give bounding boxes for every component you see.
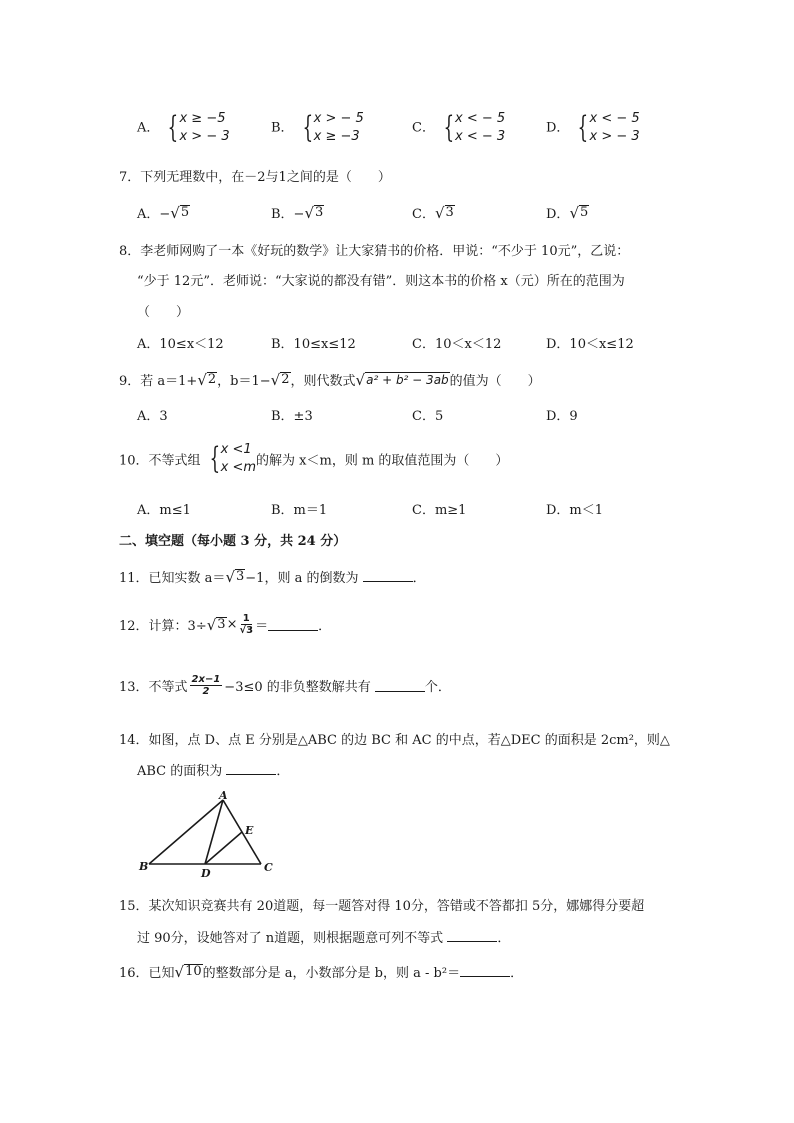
q11: 11．已知实数 a＝ √ 3 −1，则 a 的倒数为 ． bbox=[119, 568, 426, 586]
q6-option-b: B． { x > − 5 x ≥ −3 bbox=[271, 110, 364, 145]
triangle-figure bbox=[135, 790, 285, 880]
edge-ad bbox=[205, 800, 223, 864]
q16: 16．已知 √ 10 的整数部分是 a，小数部分是 b，则 a - b²＝ ． bbox=[119, 963, 524, 981]
q10-option-c: C．m≥1 bbox=[412, 503, 467, 518]
q7-option-a: A．− √ 5 bbox=[137, 204, 190, 222]
q8-line1: 8．李老师网购了一本《好玩的数学》让大家猜书的价格．甲说：“不少于 10元”，乙说： bbox=[119, 244, 630, 259]
section-heading: 二、填空题（每小题 3 分，共 24 分） bbox=[119, 534, 347, 549]
answer-blank bbox=[460, 964, 510, 977]
q7-option-d: D． √ 5 bbox=[546, 204, 589, 222]
q15-line1: 15．某次知识竞赛共有 20道题，每一题答对得 10分，答错或不答都扣 5分，娜娜得分要超 bbox=[119, 899, 645, 914]
edge-de bbox=[205, 832, 242, 864]
label-c: C bbox=[264, 861, 273, 874]
edge-ab bbox=[149, 800, 223, 864]
answer-blank bbox=[375, 679, 425, 692]
q9-option-a: A．3 bbox=[137, 409, 168, 424]
q10-option-b: B．m＝1 bbox=[271, 503, 328, 518]
q8-option-c: C．10＜x＜12 bbox=[412, 337, 502, 352]
q9-stem: 9．若 a＝1+ √ 2 ，b＝1− √ 2 ，则代数式 √ a² + b² − 3ab 的值为（ ） bbox=[119, 371, 541, 389]
q8-line2: “少于 12元”．老师说：“大家说的都没有错”．则这本书的价格 x（元）所在的范围为 bbox=[137, 274, 625, 289]
answer-blank bbox=[363, 569, 413, 582]
q6-option-a: A． { x ≥ −5 x > − 3 bbox=[137, 110, 230, 145]
answer-blank bbox=[447, 929, 497, 942]
q14-line1: 14．如图，点 D、点 E 分别是△ABC 的边 BC 和 AC 的中点，若△DEC 的面积是 2cm²，则△ bbox=[119, 733, 670, 748]
q15-line2: 过 90分，设她答对了 n道题，则根据题意可列不等式 ． bbox=[137, 931, 511, 946]
q10-stem: 10．不等式组 { x <1 x <m 的解为 x＜m，则 m 的取值范围为（ ） bbox=[119, 441, 509, 476]
q9-option-d: D．9 bbox=[546, 409, 578, 424]
answer-blank bbox=[226, 762, 276, 775]
label-b: B bbox=[139, 860, 149, 873]
q12: 12．计算：3÷ √ 3 × $\frac{1}{√3}$ ＝ ． bbox=[119, 613, 332, 636]
q10-option-a: A．m≤1 bbox=[137, 503, 191, 518]
label-d: D bbox=[201, 867, 211, 880]
option-letter: A． bbox=[137, 120, 160, 136]
q6-option-d: D． { x < − 5 x > − 3 bbox=[546, 110, 640, 145]
label-a: A bbox=[219, 790, 228, 802]
q8-option-d: D．10＜x≤12 bbox=[546, 337, 634, 352]
q10-option-d: D．m＜1 bbox=[546, 503, 604, 518]
q14-line2: ABC 的面积为 ． bbox=[137, 764, 290, 779]
q6-option-c: C． { x < − 5 x < − 3 bbox=[412, 110, 506, 145]
q7-option-c: C． √ 3 bbox=[412, 204, 454, 222]
q7-stem: 7．下列无理数中，在－2与1之间的是（ ） bbox=[119, 170, 391, 185]
answer-blank bbox=[268, 618, 318, 631]
q9-option-c: C．5 bbox=[412, 409, 444, 424]
label-e: E bbox=[245, 824, 254, 837]
q8-option-b: B．10≤x≤12 bbox=[271, 337, 356, 352]
q8-option-a: A．10≤x＜12 bbox=[137, 337, 224, 352]
q9-option-b: B．±3 bbox=[271, 409, 313, 424]
q8-line3: （ ） bbox=[137, 305, 190, 320]
q7-option-b: B．− √ 3 bbox=[271, 204, 324, 222]
q13: 13．不等式 $\frac{2x-1}{2}$ −3≤0 的非负整数解共有 个． bbox=[119, 674, 451, 697]
